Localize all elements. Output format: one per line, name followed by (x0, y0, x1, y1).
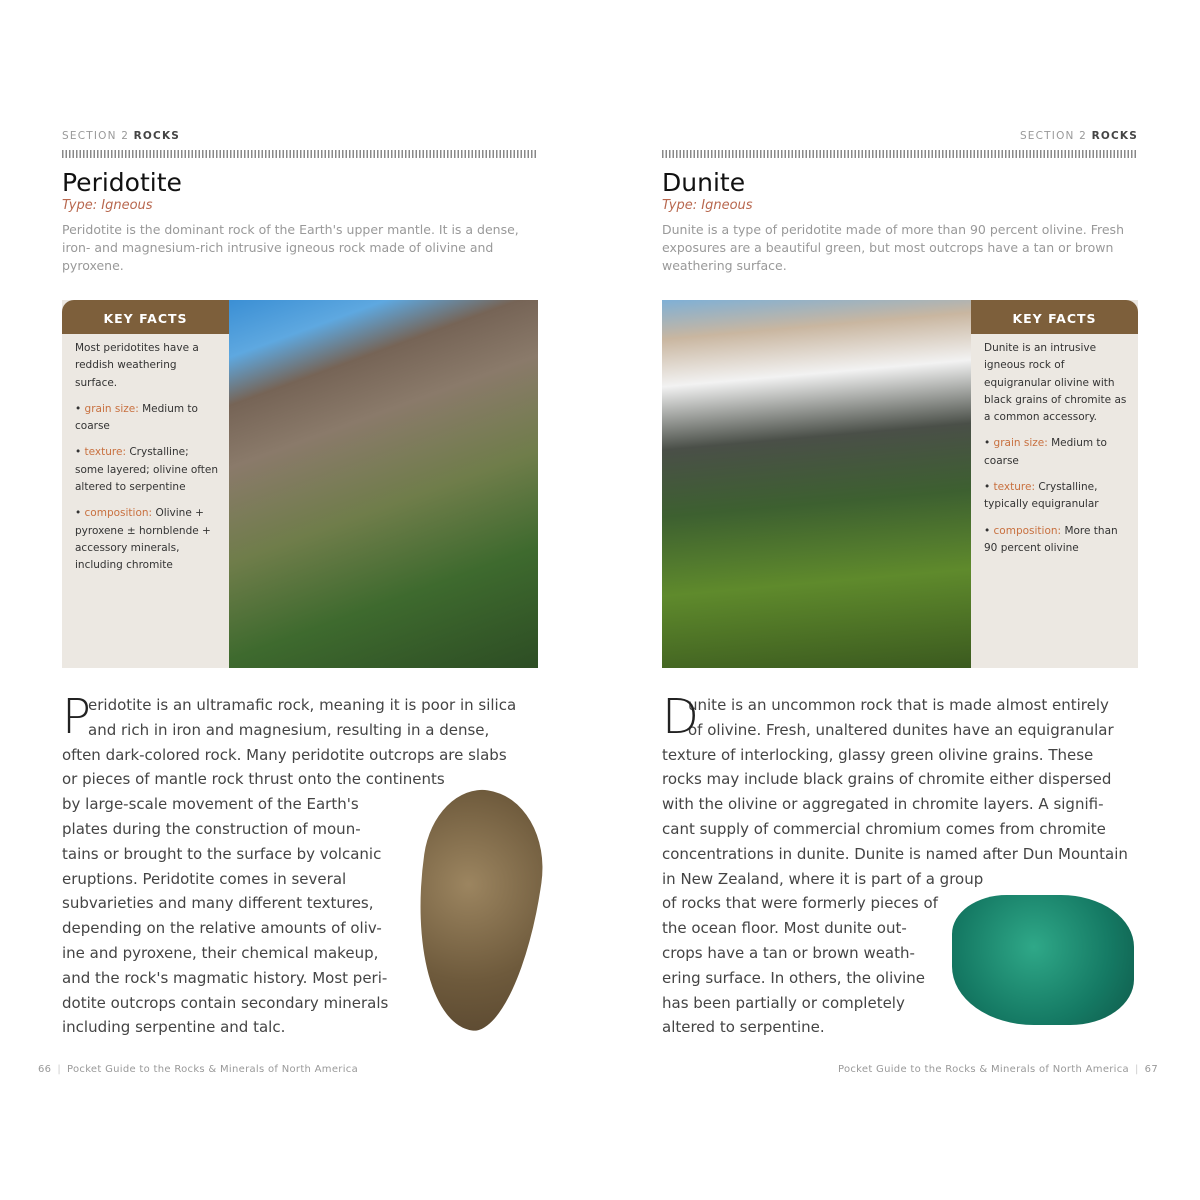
key-facts-box (62, 300, 538, 668)
facts-intro: Most peridotites have a reddish weathering surface. (75, 342, 199, 389)
intro-text: Peridotite is the dominant rock of the Earth's upper mantle. It is a dense, iron- and magnesium-rich intrusive igneous rock made of olivine and pyroxene. (62, 222, 519, 273)
fact-label: texture: (993, 481, 1035, 494)
body-line: altered to serpentine. (662, 1018, 825, 1037)
body-line: has been partially or completely (662, 993, 905, 1012)
fact-value: Olivine + pyroxene ± hornblende + accessory minerals, including chromite (75, 507, 211, 572)
section-name: ROCKS (1091, 130, 1138, 142)
fact-item: • texture: Crystalline, typically equigranular (984, 481, 1099, 511)
mountain-photo (662, 300, 971, 668)
page-title: Dunite (662, 168, 746, 197)
body-line: ine and pyroxene, their chemical makeup, (62, 943, 379, 962)
fact-value: Crystalline, typically equigranular (984, 481, 1099, 511)
mountain-photo (229, 300, 538, 668)
rock-type: Type: Igneous (662, 198, 753, 213)
body-line: eruptions. Peridotite comes in several (62, 869, 347, 888)
page-number: 67 (1144, 1064, 1158, 1075)
left-footer: 66 | Pocket Guide to the Rocks & Minerals of North America (38, 1064, 359, 1075)
body-line: rocks may include black grains of chromite either dispersed (662, 770, 1112, 789)
body-line: tains or brought to the surface by volcanic (62, 844, 382, 863)
body-line: often dark-colored rock. Many peridotite outcrops are slabs (62, 745, 507, 764)
body-line: the ocean floor. Most dunite out- (662, 919, 907, 938)
fact-value: More than 90 percent olivine (984, 524, 1118, 554)
right-page (662, 130, 1138, 1037)
body-line: plates during the construction of moun- (62, 819, 361, 838)
body-line: concentrations in dunite. Dunite is named after Dun Mountain (662, 844, 1128, 863)
body-line: eridotite is an ultramafic rock, meaning it is poor in silica (88, 696, 517, 714)
body-line: of olivine. Fresh, unaltered dunites have an equigranular (688, 720, 1114, 739)
dunite-specimen-image (952, 895, 1134, 1025)
facts-intro: Dunite is an intrusive igneous rock of equigranular olivine with black grains of chromite as a common accessory. (984, 342, 1127, 424)
body-line: by large-scale movement of the Earth's (62, 795, 359, 814)
body-line: texture of interlocking, glassy green olivine grains. These (662, 745, 1094, 764)
fact-item: • composition: Olivine + pyroxene ± hornblende + accessory minerals, including chromite (75, 507, 211, 572)
fact-value: Medium to coarse (984, 437, 1107, 467)
key-facts-heading: KEY FACTS (62, 300, 229, 334)
body-line: ering surface. In others, the olivine (662, 968, 926, 987)
fact-item: • composition: More than 90 percent olivine (984, 524, 1118, 554)
key-facts-panel (971, 300, 1138, 668)
fact-item: • texture: Crystalline; some layered; olivine often altered to serpentine (75, 446, 219, 494)
fact-label: composition: (84, 507, 153, 520)
section-label: SECTION 2 (62, 130, 130, 142)
drop-cap: D (662, 689, 699, 745)
book-title: Pocket Guide to the Rocks & Minerals of North America (67, 1064, 359, 1075)
body-line: depending on the relative amounts of oliv- (62, 919, 382, 938)
key-facts-box (662, 300, 1138, 668)
body-line: including serpentine and talc. (62, 1018, 286, 1037)
fact-label: grain size: (84, 402, 139, 415)
left-page (62, 130, 538, 1037)
intro-text: Dunite is a type of peridotite made of more than 90 percent olivine. Fresh exposures are a beautiful green, but most outcrops have a tan or brown weathering surface. (662, 222, 1124, 273)
body-line: of rocks that were formerly pieces of (662, 894, 938, 913)
page-title: Peridotite (62, 168, 182, 197)
fact-label: texture: (84, 446, 126, 459)
fact-label: grain size: (993, 437, 1048, 450)
drop-cap: P (62, 689, 91, 745)
body-line: dotite outcrops contain secondary minerals (62, 993, 389, 1012)
body-line: cant supply of commercial chromium comes from chromite (662, 819, 1106, 838)
key-facts-panel (62, 300, 229, 668)
body-line: or pieces of mantle rock thrust onto the continents (62, 770, 445, 789)
fact-item: • grain size: Medium to coarse (75, 402, 198, 433)
header-rule (62, 150, 538, 158)
section-header (62, 130, 538, 144)
section-label: SECTION 2 (1019, 130, 1088, 142)
body-line: with the olivine or aggregated in chromite layers. A signifi- (662, 795, 1104, 814)
page-number: 66 (38, 1064, 52, 1075)
body-line: in New Zealand, where it is part of a group (662, 869, 984, 888)
right-footer: Pocket Guide to the Rocks & Minerals of North America | 67 (837, 1064, 1158, 1075)
fact-item: • grain size: Medium to coarse (984, 437, 1107, 467)
section-header (662, 130, 1138, 144)
fact-value: Crystalline; some layered; olivine often altered to serpentine (75, 446, 219, 494)
fact-value: Medium to coarse (75, 402, 198, 433)
body-line: subvarieties and many different textures, (62, 894, 374, 913)
body-line: crops have a tan or brown weath- (662, 943, 915, 962)
key-facts-heading: KEY FACTS (971, 300, 1138, 334)
section-name: ROCKS (133, 130, 181, 142)
body-line: and rich in iron and magnesium, resulting in a dense, (88, 720, 490, 739)
body-line: unite is an uncommon rock that is made almost entirely (688, 696, 1109, 714)
body-line: and the rock's magmatic history. Most peri- (62, 968, 388, 987)
header-rule (662, 150, 1138, 158)
fact-label: composition: (993, 524, 1062, 537)
book-title: Pocket Guide to the Rocks & Minerals of North America (837, 1064, 1129, 1075)
rock-type: Type: Igneous (62, 198, 153, 213)
